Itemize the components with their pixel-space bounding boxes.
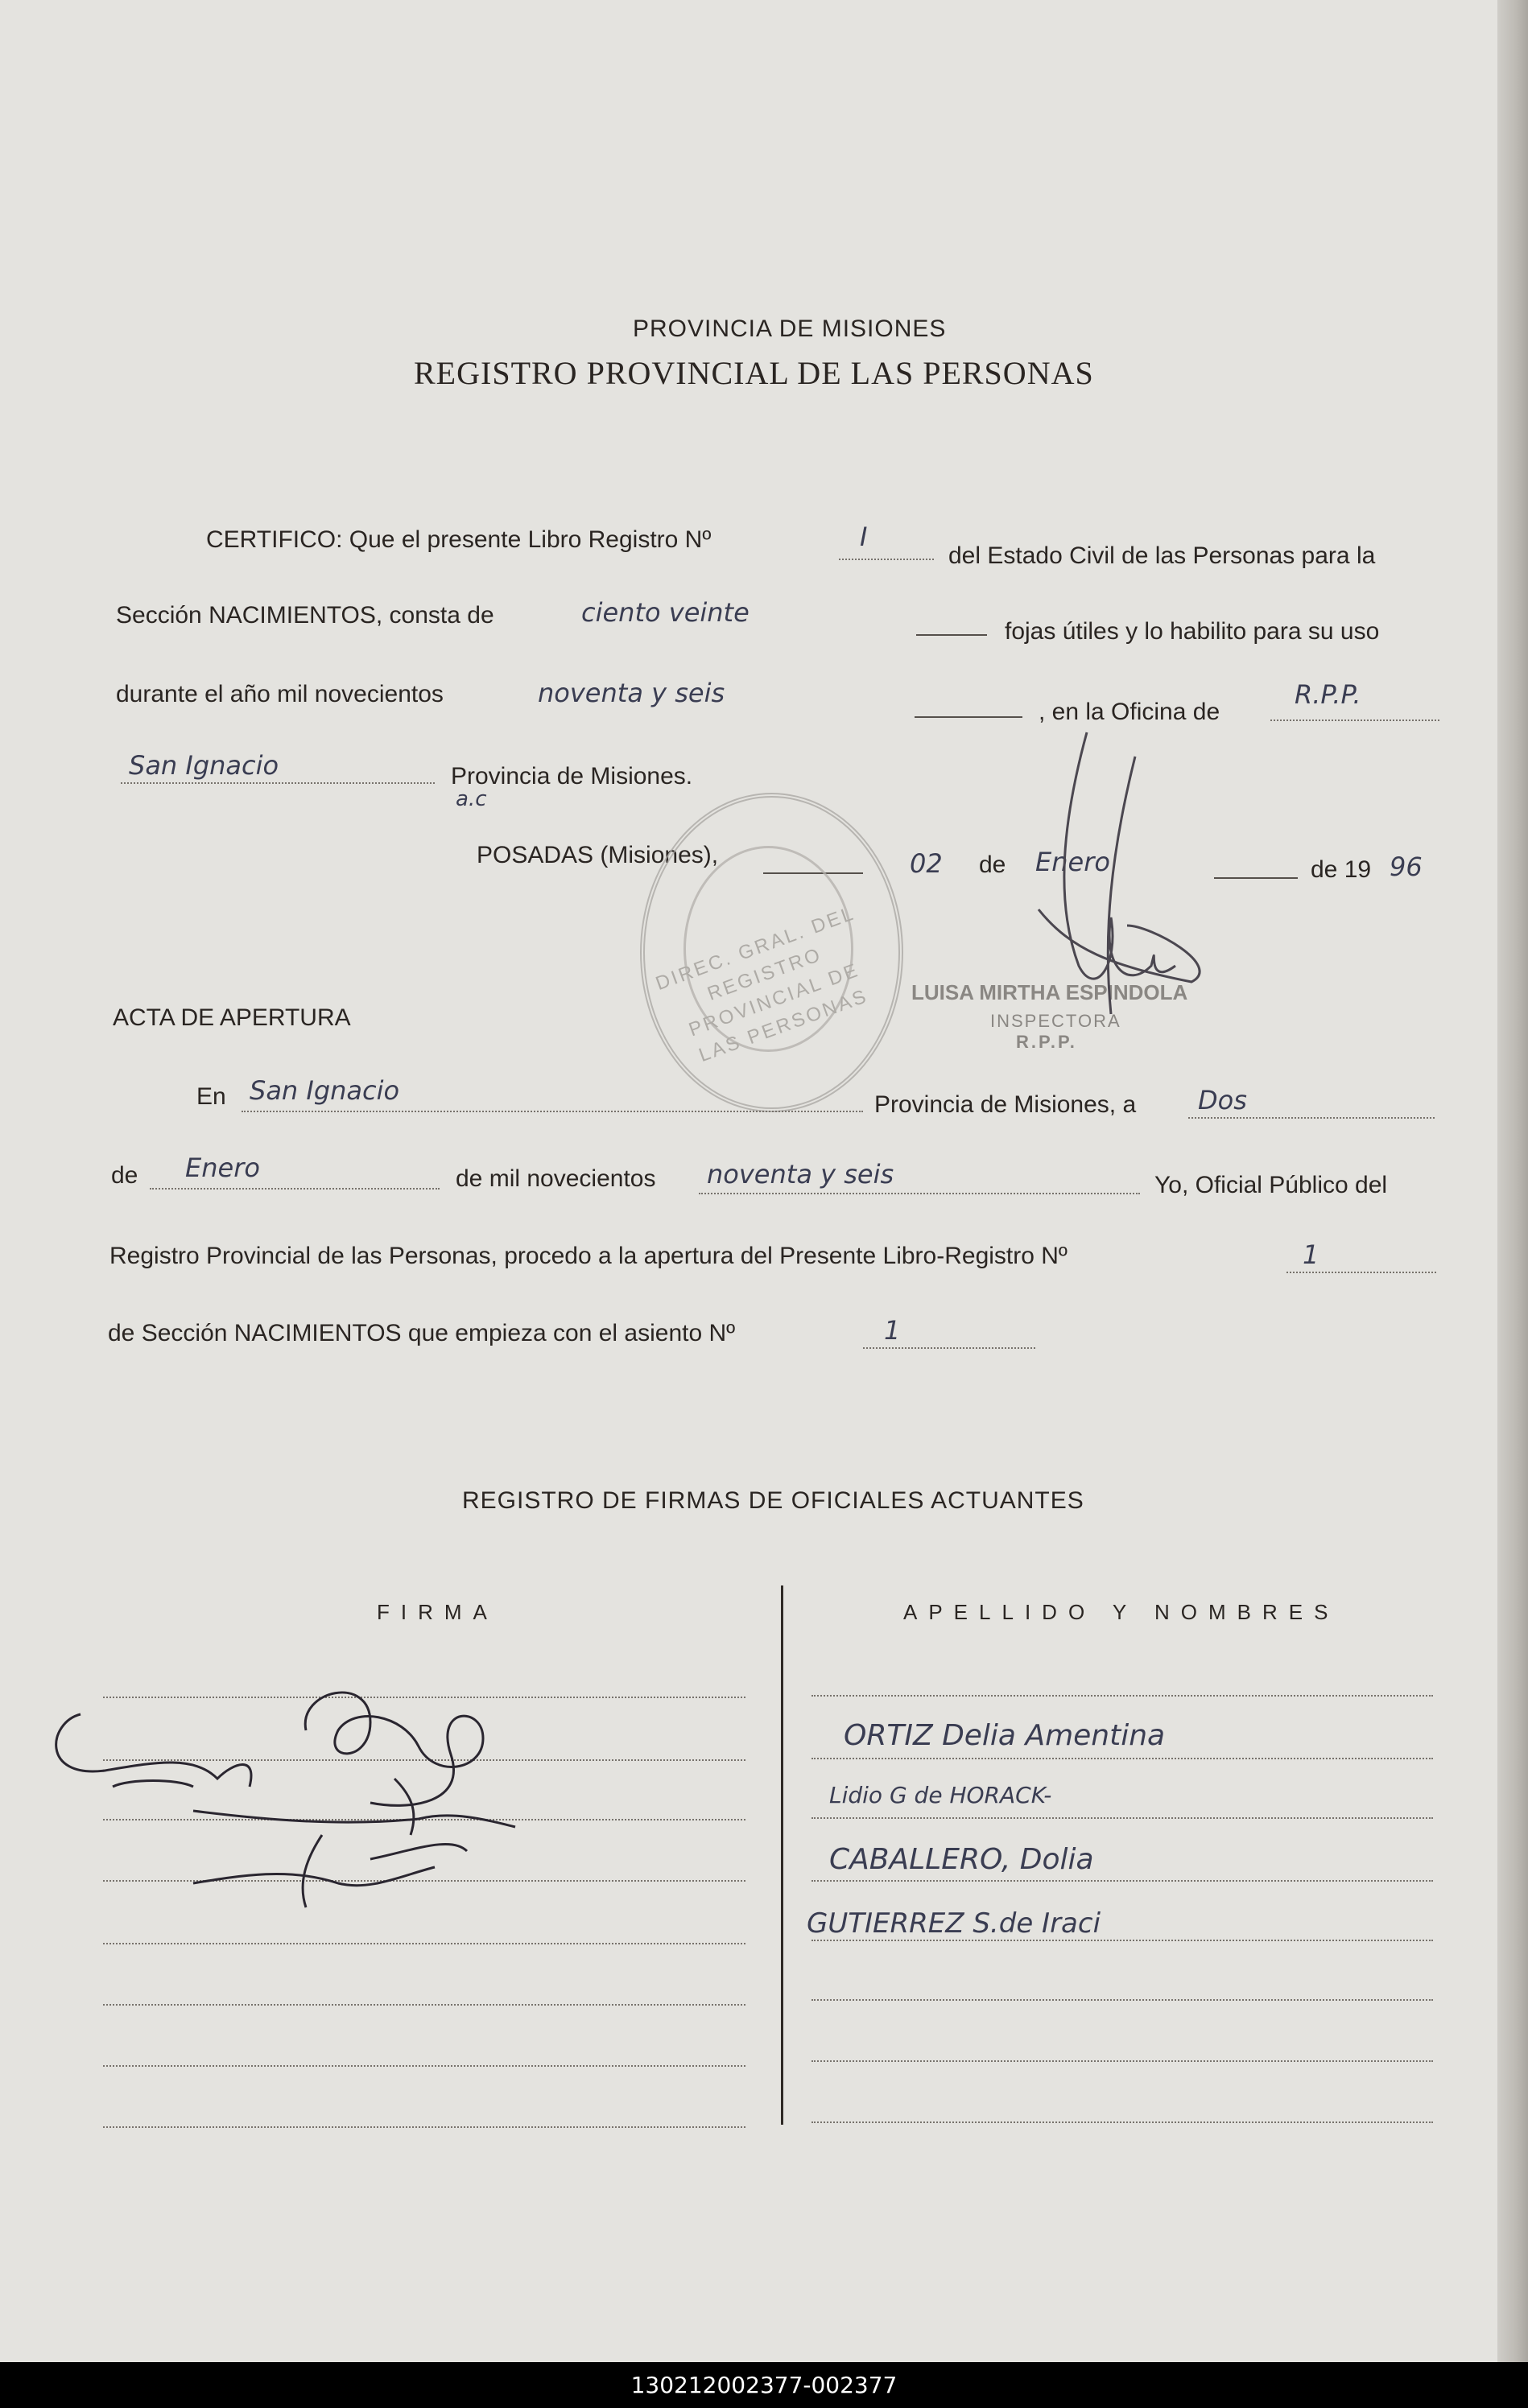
acta-title: ACTA DE APERTURA bbox=[113, 1004, 351, 1031]
inspector-signature bbox=[990, 724, 1248, 1078]
acta-entry-number-handwritten: 1 bbox=[884, 1315, 901, 1346]
archive-id-footer: 130212002377-002377 bbox=[0, 2362, 1528, 2408]
names-column-header: APELLIDO Y NOMBRES bbox=[903, 1600, 1340, 1624]
cert-text-1b: del Estado Civil de las Personas para la bbox=[948, 542, 1376, 569]
blank-line bbox=[1270, 720, 1439, 721]
acta-text-2b: de mil novecientos bbox=[456, 1165, 656, 1192]
inspector-role-stamp: INSPECTORA bbox=[990, 1011, 1121, 1031]
officials-title: REGISTRO DE FIRMAS DE OFICIALES ACTUANTES bbox=[462, 1487, 1084, 1514]
official-name: Lidio G de HORACK- bbox=[829, 1782, 1052, 1808]
acta-book-number-handwritten: 1 bbox=[1303, 1239, 1319, 1270]
officials-signatures bbox=[32, 1642, 612, 1948]
blank-line bbox=[1286, 1272, 1436, 1273]
province-heading: PROVINCIA DE MISIONES bbox=[633, 315, 947, 342]
column-divider bbox=[781, 1585, 783, 2125]
date-de: de bbox=[979, 851, 1006, 878]
signature-row-line bbox=[103, 2126, 745, 2128]
office-note-handwritten: a.c bbox=[456, 787, 487, 811]
cert-text-3b: , en la Oficina de bbox=[1039, 699, 1220, 725]
blank-line bbox=[150, 1188, 440, 1190]
signature-row-line bbox=[103, 2004, 745, 2006]
acta-text-1b: Provincia de Misiones, a bbox=[874, 1091, 1137, 1118]
acta-year-handwritten: noventa y seis bbox=[707, 1159, 894, 1190]
acta-text-2a: de bbox=[111, 1162, 138, 1189]
official-seal bbox=[640, 793, 903, 1112]
seal-text: DIREC. GRAL. DEL REGISTRO PROVINCIAL DE LAS PERSONAS bbox=[652, 902, 871, 1067]
blank-line bbox=[839, 559, 934, 560]
acta-month-handwritten: Enero bbox=[185, 1152, 260, 1183]
blank-line bbox=[699, 1193, 1140, 1194]
book-number-handwritten: I bbox=[860, 522, 868, 552]
name-row-line bbox=[811, 1817, 1433, 1819]
inspector-org-stamp: R.P.P. bbox=[1016, 1032, 1077, 1052]
name-row-line bbox=[811, 1880, 1433, 1882]
name-row-line bbox=[811, 2060, 1433, 2062]
date-prefix: POSADAS (Misiones), bbox=[477, 842, 719, 868]
blank-line bbox=[242, 1111, 863, 1112]
name-row-line bbox=[811, 1695, 1433, 1697]
name-row-line bbox=[811, 1758, 1433, 1759]
signature-column-header: FIRMA bbox=[377, 1600, 498, 1624]
day-handwritten: 02 bbox=[910, 848, 943, 879]
acta-place-handwritten: San Ignacio bbox=[250, 1075, 400, 1106]
cert-text-2a: Sección NACIMIENTOS, consta de bbox=[116, 602, 494, 629]
office-place-handwritten: San Ignacio bbox=[129, 750, 279, 781]
cert-text-4: Provincia de Misiones. bbox=[451, 763, 693, 790]
blank-line bbox=[121, 782, 435, 784]
official-name: GUTIERREZ S.de Iraci bbox=[807, 1907, 1101, 1940]
signature-row-line bbox=[103, 2065, 745, 2067]
blank-line bbox=[863, 1347, 1035, 1349]
office-handwritten: R.P.P. bbox=[1295, 679, 1361, 710]
blank-line bbox=[1188, 1117, 1435, 1119]
year-suffix-handwritten: 96 bbox=[1390, 851, 1423, 882]
acta-text-2c: Yo, Oficial Público del bbox=[1154, 1172, 1388, 1198]
acta-text-1a: En bbox=[196, 1083, 226, 1110]
page-edge bbox=[1497, 0, 1528, 2362]
name-row-line bbox=[811, 2121, 1433, 2123]
month-handwritten: Enero bbox=[1035, 847, 1110, 877]
year-words-handwritten: noventa y seis bbox=[538, 678, 725, 708]
official-name: CABALLERO, Dolia bbox=[829, 1843, 1094, 1876]
name-row-line bbox=[811, 1999, 1433, 2001]
fojas-count-handwritten: ciento veinte bbox=[581, 597, 750, 628]
cert-text-1a: CERTIFICO: Que el presente Libro Registro Nº bbox=[206, 526, 712, 553]
cert-text-2b: fojas útiles y lo habilito para su uso bbox=[1005, 618, 1380, 645]
name-row-line bbox=[811, 1940, 1433, 1941]
year-prefix: de 19 bbox=[1311, 856, 1372, 883]
official-name: ORTIZ Delia Amentina bbox=[844, 1719, 1166, 1752]
acta-text-4: de Sección NACIMIENTOS que empieza con el asiento Nº bbox=[108, 1320, 736, 1346]
blank-line bbox=[915, 716, 1022, 718]
acta-text-3: Registro Provincial de las Personas, procedo a la apertura del Presente Libro-Registro Nº bbox=[109, 1243, 1068, 1269]
acta-day-handwritten: Dos bbox=[1198, 1085, 1247, 1115]
cert-text-3a: durante el año mil novecientos bbox=[116, 681, 444, 707]
inspector-name-stamp: LUISA MIRTHA ESPINDOLA bbox=[911, 980, 1188, 1004]
registry-heading: REGISTRO PROVINCIAL DE LAS PERSONAS bbox=[414, 355, 1094, 391]
blank-line bbox=[916, 634, 987, 636]
